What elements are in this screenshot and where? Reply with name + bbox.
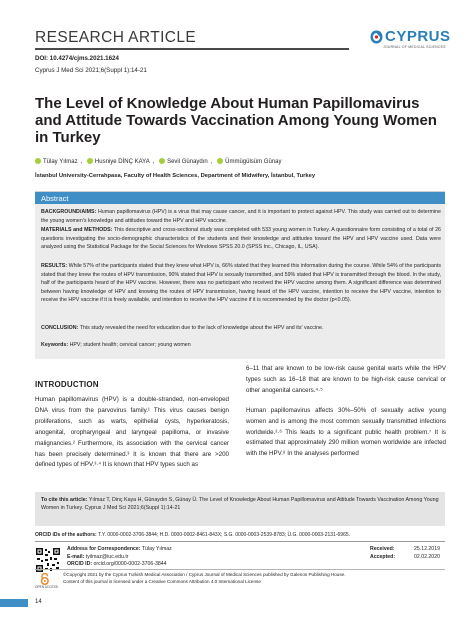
- affiliation: İstanbul University-Cerrahpasa, Faculty of Health Sciences, Department of Midwifery, İstanbul, Turkey: [35, 173, 316, 179]
- abstract-background: BACKGROUND/AIMS: Human papillomavirus (HPV) is a virus that may cause cancer, and it is important to protect against HPV. This study was carried out to determine the young women's knowledge and attitudes toward the HPV and HPV vaccine.: [41, 209, 441, 224]
- body-paragraph: 6–11 that are known to be low-risk cause genital warts while the HPV types such as 16–18 that are known to be high-risk cause cervical or other anogenital cancers.⁴·⁵: [246, 365, 446, 394]
- body-column-right: [246, 364, 446, 460]
- article-header: [0, 0, 474, 85]
- copyright-notice: ©Copyright 2021 by the Cyprus Turkish Medical Association / Cyprus Journal of Medical Sciences published by Galenos Publishing House. Content of this journal is licensed under a Creative Commons Attribution 4.0 International License: [63, 572, 346, 584]
- orcid-icon[interactable]: [35, 158, 41, 164]
- orcid-icon[interactable]: [159, 158, 165, 164]
- open-access-label: OPEN ACCESS: [35, 585, 58, 589]
- abstract-results: RESULTS: While 57% of the participants stated that they knew what HPV is, 66% stated that they learned this information during the course. While 54% of the participants stated that they knew the routes of HPV transmission, 90% stated that HPV is sexually transmitted, and 59% stated that HPV is transmitted through the blood. In the study, half of the participants heard of the HPV vaccine. However, there was no participant who received the HPV vaccine among them. A significant difference was determined between having knowledge of HPV and knowing the routes of HPV transmission, having heard of the HPV vaccine, intention to receive the HPV vaccine, intention to receive the HPV vaccine if it is freely available, and intention to receive the HPV vaccine if it is recommended by the doctor (p<0.05).: [41, 263, 441, 304]
- page-number: 14: [35, 599, 42, 605]
- cite-this-article-box: [35, 492, 445, 526]
- body-paragraph: Human papillomavirus affects 30%–50% of sexually active young women and is among the most common sexually transmitted infections worldwide.²·⁶ This leads to a significant public health problem.⁷ It is estimated that approximately 290 million women worldwide are infected with the HPV.⁸ In the analyses performed: [246, 406, 446, 458]
- body-column-left: [35, 380, 229, 471]
- abstract-header-bar: [35, 192, 445, 204]
- page-tab: [0, 599, 28, 608]
- received-date: Received: 25.12.2019: [370, 546, 440, 552]
- journal-logo: [370, 28, 451, 54]
- article-dates: [370, 546, 440, 561]
- journal-citation: Cyprus J Med Sci 2021;6(Suppl 1):14-21: [35, 67, 147, 74]
- section-label: RESEARCH ARTICLE: [35, 29, 197, 46]
- correspondence-block: [67, 546, 172, 569]
- author-name: Sevil Günaydın: [167, 159, 208, 165]
- logo-subtitle: JOURNAL OF MEDICAL SCIENCES: [383, 45, 446, 49]
- email-link[interactable]: tyilmaz@iuc.edu.tr: [85, 553, 129, 560]
- abstract-heading: Abstract: [41, 193, 69, 203]
- abstract-box: [35, 191, 445, 359]
- article-title: The Level of Knowledge About Human Papillomavirus and Attitude Towards Vaccination Among Young Women in Turkey: [35, 95, 437, 146]
- author-name: Tülay Yılmaz: [43, 159, 78, 165]
- footer-divider-lower: [35, 569, 445, 570]
- author-list: Tülay Yılmaz , Husniye DİNÇ KAYA , Sevil Günaydın , Ümmügülsüm Günay: [35, 158, 281, 165]
- body-paragraph: Human papillomavirus (HPV) is a double-stranded, non-enveloped DNA virus from the parvovirus family.¹ This virus causes benign proliferations, such as warts, epithelial cysts, hyperkeratosis, anogenital, oropharyngeal and laryngeal papilloma, or invasive malignancies.² Furthermore, its association with the cervical cancer has been precisely determined.³ It is known that there are >200 defined types of HPV.³·⁴ It is known that HPV types such as: [35, 396, 229, 469]
- author-name: Ümmügülsüm Günay: [225, 159, 282, 165]
- header-divider: [35, 48, 349, 50]
- orcid-icon[interactable]: [87, 158, 93, 164]
- orcid-link[interactable]: orcid.org/0000-0002-3706-3844: [93, 561, 167, 568]
- author-name: Husniye DİNÇ KAYA: [94, 159, 150, 165]
- accepted-date: Accepted: 02.02.2020: [370, 553, 440, 560]
- doi-line[interactable]: DOI: 10.4274/cjms.2021.1624: [35, 55, 119, 62]
- open-access-icon: [35, 573, 57, 585]
- abstract-keywords: Keywords: HPV; student health; cervical cancer; young women: [41, 342, 191, 348]
- introduction-heading: INTRODUCTION: [35, 380, 99, 389]
- footer-divider: [35, 541, 445, 542]
- abstract-conclusion: CONCLUSION: This study revealed the need for education due to the lack of knowledge about the HPV and its' vaccine.: [41, 325, 324, 331]
- correspondence-email: E-mail: tyilmaz@iuc.edu.tr: [67, 553, 129, 560]
- correspondence-orcid: ORCID ID: orcid.org/0000-0002-3706-3844: [67, 561, 167, 568]
- cyprus-logo-icon: [370, 30, 383, 44]
- author-orcid-ids: ORCID iDs of the authors: T.Y. 0000-0002-3706-3844; H.D. 0000-0002-8461-843X; S.G. 0000-0003-2539-8783; Ü.G. 0000-0003-2131-6965.: [35, 532, 351, 538]
- logo-wordmark: CYPRUS: [385, 28, 451, 45]
- abstract-methods: MATERIALS and METHODS: This descriptive and cross-sectional study was completed with 533 young women in Turkey. A questionnaire form consisting of a total of 26 questions investigating the socio-demographic characteristics of the students and their knowledge and attitudes toward the HPV and HPV vaccine used. Data were analyzed using the Statistical Package for the Social Sciences for Windows SPSS 20.0 (SPSS Inc., Chicago, IL, USA).: [41, 227, 441, 251]
- cite-text: To cite this article: Yılmaz T, Dinç Kaya H, Günaydın S, Günay Ü. The Level of Knowledge About Human Papillomavirus and Attitude Towards Vaccination Among Young Women in Turkey. Cyprus J Med Sci 2021;6(Suppl 1):14-21: [41, 497, 439, 512]
- orcid-icon[interactable]: [217, 158, 223, 164]
- correspondence-address: Address for Correspondence: Tülay Yılmaz: [67, 546, 172, 552]
